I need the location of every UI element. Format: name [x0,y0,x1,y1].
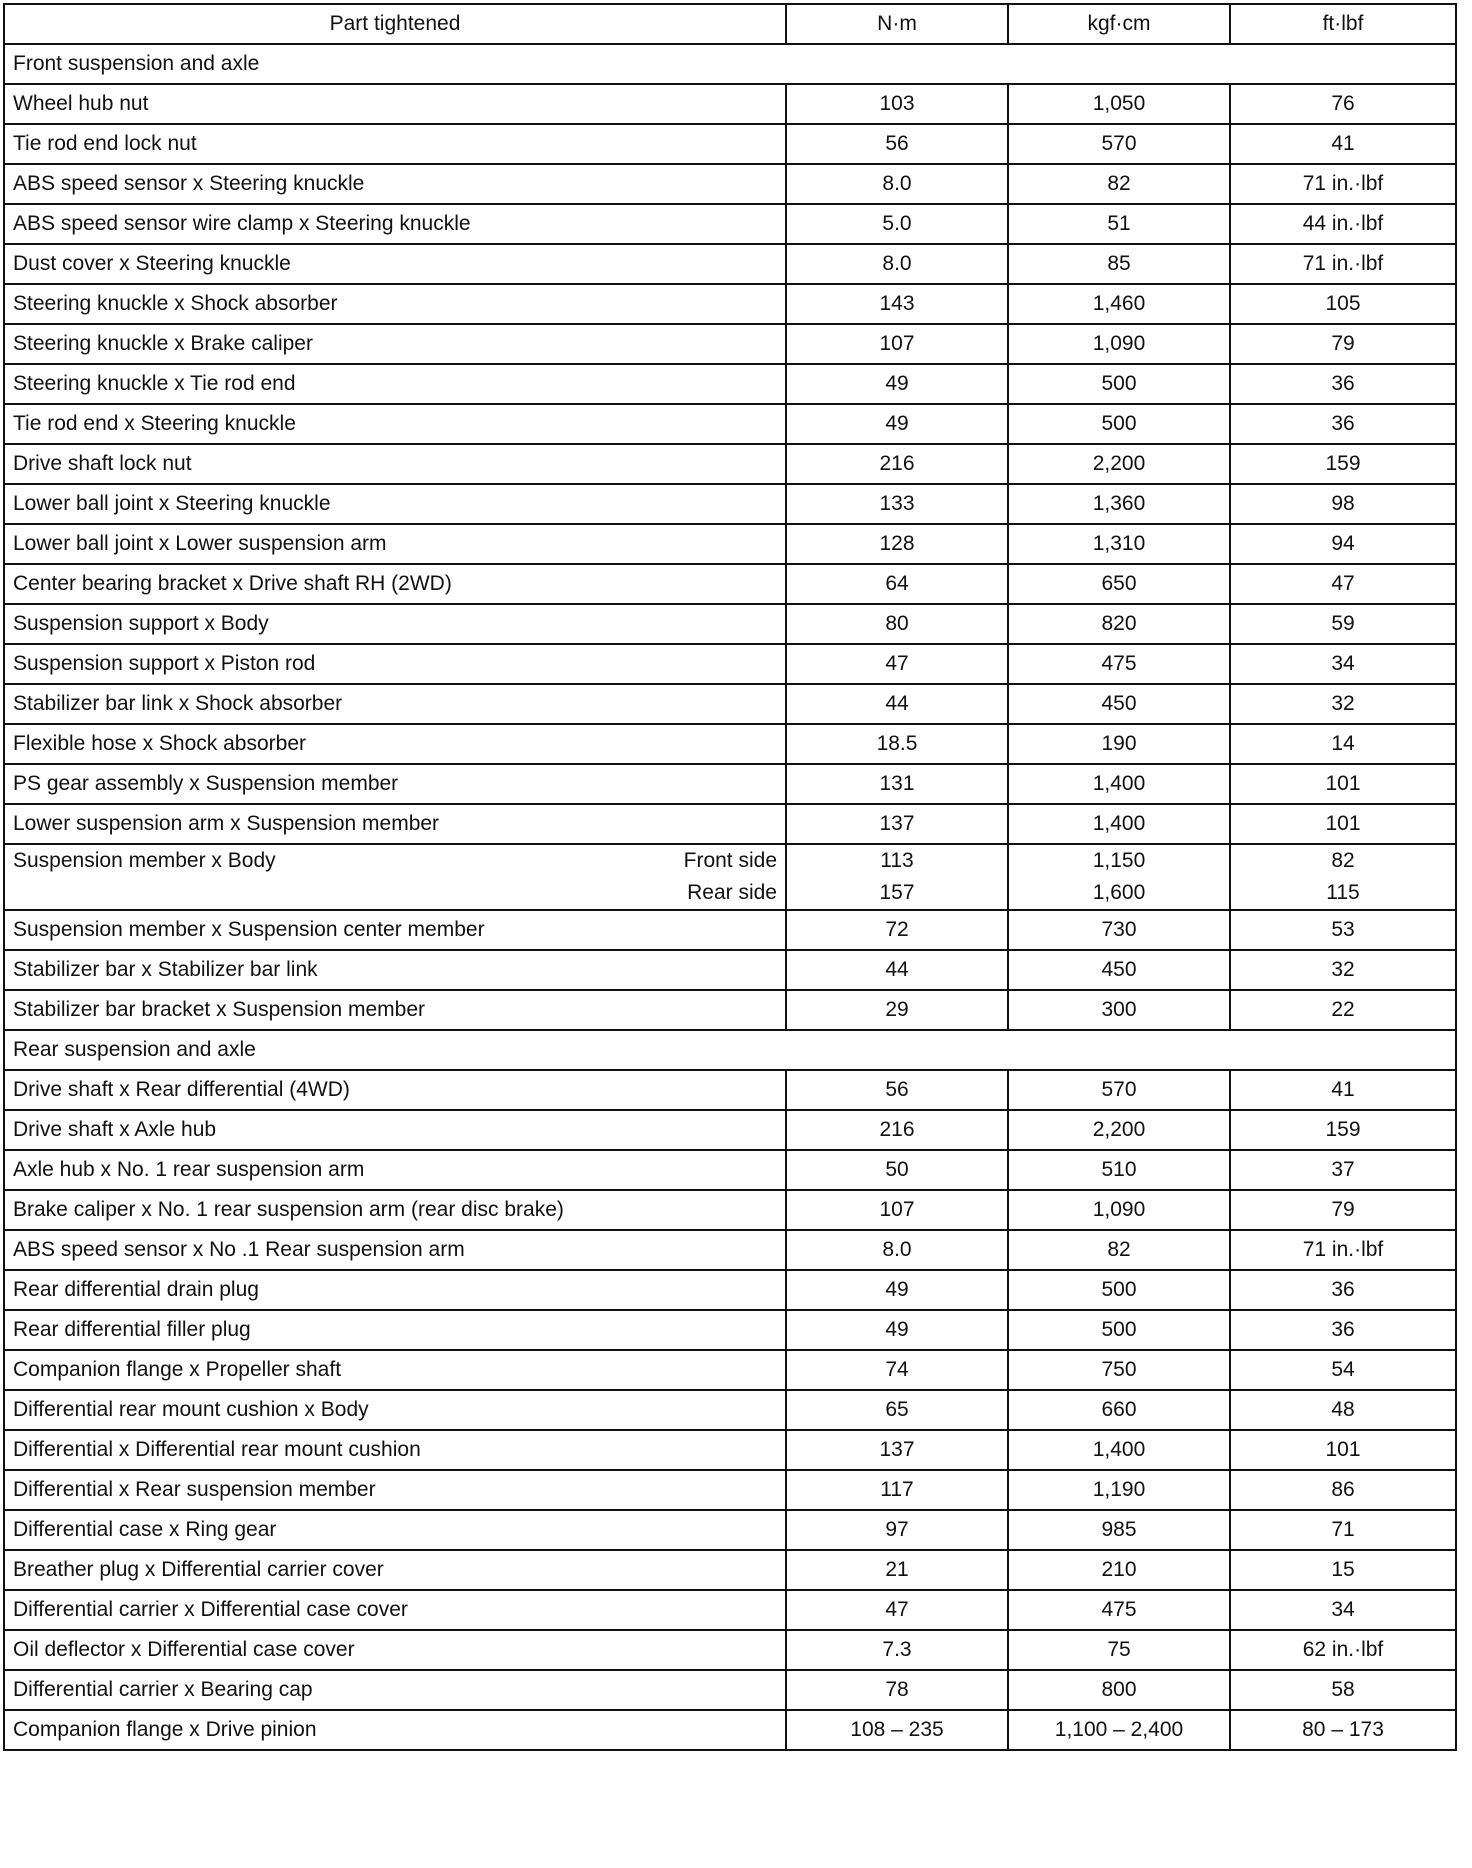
part-name: Lower ball joint x Steering knuckle [4,484,786,524]
value-ftlbf: 79 [1230,324,1456,364]
value-ftlbf: 32 [1230,684,1456,724]
value-kgfcm: 650 [1008,564,1230,604]
value-kgfcm: 1,100 – 2,400 [1008,1710,1230,1750]
torque-spec-sheet [3,3,1455,1751]
value-kgfcm: 1,190 [1008,1470,1230,1510]
value-kgfcm: 500 [1008,364,1230,404]
value-kgfcm: 51 [1008,204,1230,244]
value-nm: 5.0 [786,204,1008,244]
value-kgfcm: 210 [1008,1550,1230,1590]
value-ftlbf: 22 [1230,990,1456,1030]
table-row [4,1550,1456,1590]
part-name: Steering knuckle x Shock absorber [4,284,786,324]
table-row [4,604,1456,644]
part-name: Steering knuckle x Brake caliper [4,324,786,364]
table-row [4,764,1456,804]
part-name: Tie rod end x Steering knuckle [4,404,786,444]
value-ftlbf: 34 [1230,644,1456,684]
value-kgfcm: 500 [1008,1310,1230,1350]
value-kgfcm: 570 [1008,124,1230,164]
value-ftlbf: 59 [1230,604,1456,644]
value-ftlbf: 15 [1230,1550,1456,1590]
value-kgfcm: 475 [1008,644,1230,684]
part-name: Stabilizer bar bracket x Suspension member [4,990,786,1030]
table-row [4,244,1456,284]
value-nm: 8.0 [786,1230,1008,1270]
table-row [4,1110,1456,1150]
table-row [4,1630,1456,1670]
table-row [4,684,1456,724]
value-ftlbf: 79 [1230,1190,1456,1230]
table-row [4,724,1456,764]
value-nm: 216 [786,444,1008,484]
part-name: Drive shaft x Axle hub [4,1110,786,1150]
header-ftlbf: ft·lbf [1230,4,1456,44]
value-ftlbf: 54 [1230,1350,1456,1390]
value-nm: 29 [786,990,1008,1030]
value-nm: 143 [786,284,1008,324]
value-nm: 49 [786,364,1008,404]
value-kgfcm-front: 1,150 [1092,849,1146,872]
table-row [4,364,1456,404]
value-kgfcm: 1,050 [1008,84,1230,124]
part-name: Steering knuckle x Tie rod end [4,364,786,404]
section-row [4,1030,1456,1070]
value-ftlbf-split [1230,844,1456,910]
section-row [4,44,1456,84]
front-side-label: Front side [683,849,777,872]
value-kgfcm: 750 [1008,1350,1230,1390]
value-kgfcm: 820 [1008,604,1230,644]
part-name: Differential carrier x Bearing cap [4,1670,786,1710]
value-ftlbf: 80 – 173 [1230,1710,1456,1750]
value-kgfcm: 1,310 [1008,524,1230,564]
part-name: Companion flange x Drive pinion [4,1710,786,1750]
part-name: Drive shaft lock nut [4,444,786,484]
value-ftlbf-front: 82 [1331,849,1355,872]
value-kgfcm: 450 [1008,684,1230,724]
table-row [4,1590,1456,1630]
value-kgfcm: 1,400 [1008,1430,1230,1470]
value-nm: 65 [786,1390,1008,1430]
value-kgfcm: 500 [1008,404,1230,444]
value-nm: 117 [786,1470,1008,1510]
part-name: Differential x Differential rear mount cushion [4,1430,786,1470]
value-nm: 7.3 [786,1630,1008,1670]
value-nm: 56 [786,1070,1008,1110]
part-name: Differential carrier x Differential case cover [4,1590,786,1630]
table-row [4,644,1456,684]
value-ftlbf: 44 in.·lbf [1230,204,1456,244]
value-ftlbf: 105 [1230,284,1456,324]
part-name: Suspension support x Body [4,604,786,644]
part-name: Rear differential filler plug [4,1310,786,1350]
value-nm: 216 [786,1110,1008,1150]
value-ftlbf: 36 [1230,404,1456,444]
value-nm: 78 [786,1670,1008,1710]
table-row [4,990,1456,1030]
part-name: Differential x Rear suspension member [4,1470,786,1510]
value-nm: 44 [786,684,1008,724]
value-kgfcm: 730 [1008,910,1230,950]
value-kgfcm: 510 [1008,1150,1230,1190]
table-row [4,284,1456,324]
part-name: Stabilizer bar x Stabilizer bar link [4,950,786,990]
value-nm: 64 [786,564,1008,604]
value-kgfcm: 800 [1008,1670,1230,1710]
value-kgfcm: 985 [1008,1510,1230,1550]
value-kgfcm: 475 [1008,1590,1230,1630]
value-nm-front: 113 [880,849,914,872]
table-row-split [4,844,1456,910]
value-nm: 47 [786,1590,1008,1630]
part-name: Drive shaft x Rear differential (4WD) [4,1070,786,1110]
table-row [4,524,1456,564]
value-ftlbf: 71 [1230,1510,1456,1550]
part-name: Lower suspension arm x Suspension member [4,804,786,844]
value-kgfcm: 2,200 [1008,444,1230,484]
part-name: Rear differential drain plug [4,1270,786,1310]
table-row [4,1390,1456,1430]
table-row [4,444,1456,484]
value-ftlbf: 159 [1230,444,1456,484]
value-nm-rear: 157 [879,881,915,904]
value-nm: 21 [786,1550,1008,1590]
value-ftlbf: 34 [1230,1590,1456,1630]
part-name: Companion flange x Propeller shaft [4,1350,786,1390]
value-ftlbf: 32 [1230,950,1456,990]
table-row [4,204,1456,244]
value-ftlbf: 37 [1230,1150,1456,1190]
value-nm: 49 [786,1270,1008,1310]
value-kgfcm-rear: 1,600 [1092,881,1146,904]
part-name: Suspension member x Suspension center member [4,910,786,950]
value-nm: 49 [786,1310,1008,1350]
part-name: Oil deflector x Differential case cover [4,1630,786,1670]
value-ftlbf: 86 [1230,1470,1456,1510]
value-ftlbf: 159 [1230,1110,1456,1150]
value-kgfcm: 1,400 [1008,764,1230,804]
value-ftlbf: 101 [1230,764,1456,804]
value-nm: 72 [786,910,1008,950]
value-nm: 103 [786,84,1008,124]
value-ftlbf: 101 [1230,804,1456,844]
part-name: Brake caliper x No. 1 rear suspension arm (rear disc brake) [4,1190,786,1230]
table-row [4,950,1456,990]
value-kgfcm: 1,090 [1008,1190,1230,1230]
value-ftlbf: 41 [1230,124,1456,164]
value-nm: 108 – 235 [786,1710,1008,1750]
part-name: PS gear assembly x Suspension member [4,764,786,804]
value-kgfcm: 1,090 [1008,324,1230,364]
part-name: ABS speed sensor x Steering knuckle [4,164,786,204]
table-row [4,324,1456,364]
value-nm: 47 [786,644,1008,684]
value-ftlbf: 47 [1230,564,1456,604]
table-row [4,1230,1456,1270]
value-kgfcm: 85 [1008,244,1230,284]
value-ftlbf: 71 in.·lbf [1230,244,1456,284]
table-row [4,910,1456,950]
value-kgfcm: 300 [1008,990,1230,1030]
value-ftlbf: 71 in.·lbf [1230,164,1456,204]
header-nm: N·m [786,4,1008,44]
header-part: Part tightened [4,4,786,44]
torque-table [3,3,1457,1751]
value-nm: 44 [786,950,1008,990]
part-name: Wheel hub nut [4,84,786,124]
section-title: Rear suspension and axle [4,1030,1456,1070]
value-nm: 137 [786,1430,1008,1470]
part-name: Differential rear mount cushion x Body [4,1390,786,1430]
value-ftlbf: 53 [1230,910,1456,950]
table-row [4,804,1456,844]
rear-side-label: Rear side [687,881,777,904]
value-kgfcm: 82 [1008,1230,1230,1270]
table-row [4,1430,1456,1470]
part-name: Lower ball joint x Lower suspension arm [4,524,786,564]
value-nm: 49 [786,404,1008,444]
table-row [4,1270,1456,1310]
table-row [4,84,1456,124]
value-nm: 97 [786,1510,1008,1550]
table-row [4,164,1456,204]
value-kgfcm: 82 [1008,164,1230,204]
value-ftlbf: 76 [1230,84,1456,124]
part-name: ABS speed sensor wire clamp x Steering knuckle [4,204,786,244]
table-row [4,484,1456,524]
part-name: Stabilizer bar link x Shock absorber [4,684,786,724]
part-name: Axle hub x No. 1 rear suspension arm [4,1150,786,1190]
value-nm: 18.5 [786,724,1008,764]
value-nm: 137 [786,804,1008,844]
value-nm: 131 [786,764,1008,804]
header-row [4,4,1456,44]
value-kgfcm: 1,400 [1008,804,1230,844]
value-kgfcm: 500 [1008,1270,1230,1310]
value-ftlbf: 41 [1230,1070,1456,1110]
part-name: ABS speed sensor x No .1 Rear suspension arm [4,1230,786,1270]
value-ftlbf: 98 [1230,484,1456,524]
value-ftlbf-rear: 115 [1326,881,1360,904]
value-ftlbf: 62 in.·lbf [1230,1630,1456,1670]
value-kgfcm: 1,360 [1008,484,1230,524]
table-row [4,1510,1456,1550]
value-kgfcm: 1,460 [1008,284,1230,324]
side-labels [684,845,777,909]
value-nm: 133 [786,484,1008,524]
value-kgfcm: 450 [1008,950,1230,990]
value-nm: 56 [786,124,1008,164]
value-nm: 74 [786,1350,1008,1390]
table-row [4,1470,1456,1510]
value-nm: 128 [786,524,1008,564]
table-row [4,1670,1456,1710]
value-nm: 50 [786,1150,1008,1190]
value-kgfcm: 570 [1008,1070,1230,1110]
table-row [4,1150,1456,1190]
value-kgfcm: 2,200 [1008,1110,1230,1150]
value-kgfcm: 75 [1008,1630,1230,1670]
value-nm: 80 [786,604,1008,644]
value-ftlbf: 58 [1230,1670,1456,1710]
table-row [4,564,1456,604]
table-row [4,1350,1456,1390]
table-row [4,1070,1456,1110]
part-name: Dust cover x Steering knuckle [4,244,786,284]
part-name-split [4,844,786,910]
header-kgfcm: kgf·cm [1008,4,1230,44]
table-row [4,124,1456,164]
value-kgfcm: 190 [1008,724,1230,764]
value-kgfcm-split [1008,844,1230,910]
value-ftlbf: 48 [1230,1390,1456,1430]
part-name: Flexible hose x Shock absorber [4,724,786,764]
part-name: Differential case x Ring gear [4,1510,786,1550]
value-ftlbf: 71 in.·lbf [1230,1230,1456,1270]
value-nm: 8.0 [786,164,1008,204]
table-row [4,404,1456,444]
value-nm: 8.0 [786,244,1008,284]
value-kgfcm: 660 [1008,1390,1230,1430]
value-ftlbf: 14 [1230,724,1456,764]
part-name: Tie rod end lock nut [4,124,786,164]
section-title: Front suspension and axle [4,44,1456,84]
table-body [4,44,1456,1750]
value-ftlbf: 36 [1230,364,1456,404]
value-nm-split [786,844,1008,910]
value-ftlbf: 94 [1230,524,1456,564]
value-nm: 107 [786,1190,1008,1230]
table-row [4,1710,1456,1750]
table-row [4,1310,1456,1350]
value-ftlbf: 36 [1230,1270,1456,1310]
value-nm: 107 [786,324,1008,364]
part-name: Center bearing bracket x Drive shaft RH (2WD) [4,564,786,604]
part-name: Suspension member x Body [13,849,276,872]
value-ftlbf: 36 [1230,1310,1456,1350]
table-row [4,1190,1456,1230]
part-name: Breather plug x Differential carrier cover [4,1550,786,1590]
part-name: Suspension support x Piston rod [4,644,786,684]
value-ftlbf: 101 [1230,1430,1456,1470]
